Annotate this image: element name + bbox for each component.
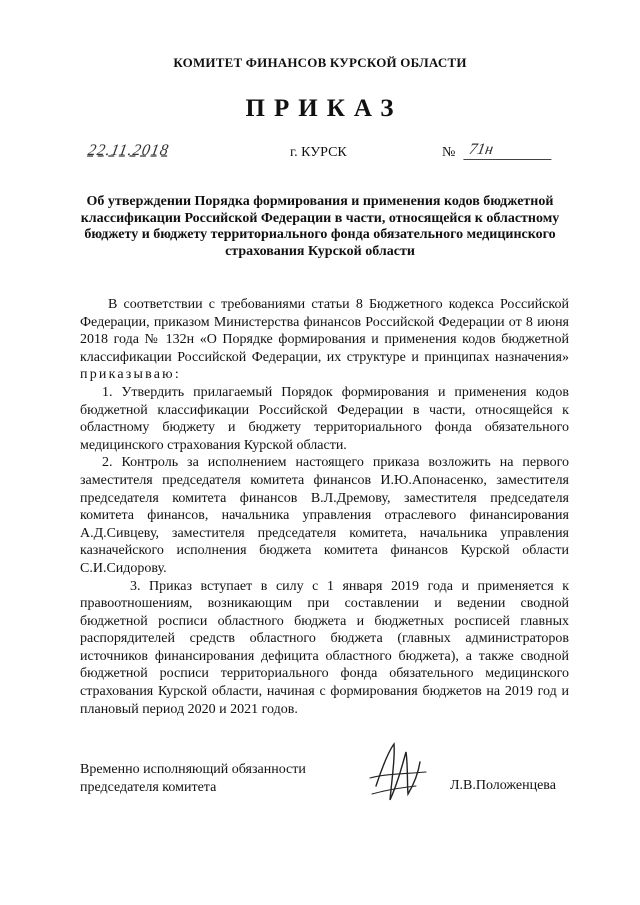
preamble-text: В соответствии с требованиями статьи 8 Бюджетного кодекса Российской Федерации, приказом Министерства финансов Российской Федерации от 8 июня 2018 года № 132н «О Порядке формирования и применения кодов бюджетной классификации Российской Федерации, их структуре и принципах назначения» <box>80 297 569 365</box>
preamble-paragraph <box>80 296 569 384</box>
position-line-2: председателя комитета <box>80 779 217 795</box>
handwritten-signature <box>368 738 430 808</box>
city: г. КУРСК <box>290 145 347 160</box>
committee-name: КОМИТЕТ ФИНАНСОВ КУРСКОЙ ОБЛАСТИ <box>173 55 467 70</box>
signatory-position <box>80 761 306 796</box>
item-3: 3. Приказ вступает в силу с 1 января 2019 года и применяется к правоотношениям, возникающим при составлении и ведении сводной бюджетной росписи областного бюджета и бюджетных росписей главных распорядителей средств областного бюджета (главных администраторов источников финансирования дефицита областного бюджета), а также сводной бюджетной росписи территориального фонда обязательного медицинского страхования Курской области, начиная с формирования бюджетов на 2019 год и плановый период 2020 и 2021 годов. <box>80 578 569 717</box>
item-1: 1. Утвердить прилагаемый Порядок формирования и применения кодов бюджетной классификации Российской Федерации в части, относящейся к областному бюджету и бюджету территориального фонда обязательного медицинского страхования Курской области. <box>80 384 569 453</box>
number-label: № <box>442 145 456 160</box>
order-body <box>80 296 569 718</box>
item-2: 2. Контроль за исполнением настоящего приказа возложить на первого заместителя председателя комитета финансов И.Ю.Апонасенко, заместителя председателя комитета финансов В.Л.Дремову, заместителя председателя комитета финансов, начальника управления отраслевого финансирования А.Д.Сивцеву, заместителя председателя комитета, начальника управления казначейского исполнения бюджета комитета финансов Курской области С.И.Сидорову. <box>80 455 569 576</box>
handwritten-date: 22.11.2018 <box>86 142 171 159</box>
handwritten-number: 71н <box>463 141 554 160</box>
order-word: приказываю: <box>80 367 181 383</box>
position-line-1: Временно исполняющий обязанности <box>80 762 306 777</box>
document-title: ПРИКАЗ <box>245 95 403 122</box>
order-subject: Об утверждении Порядка формирования и применения кодов бюджетной классификации Российской Федерации в части, относящейся к областному бюджету и бюджету территориального фонда обязательного медицинского страхования Курской области <box>80 194 560 259</box>
signatory-name: Л.В.Положенцева <box>450 778 556 793</box>
order-meta-row <box>0 141 640 169</box>
